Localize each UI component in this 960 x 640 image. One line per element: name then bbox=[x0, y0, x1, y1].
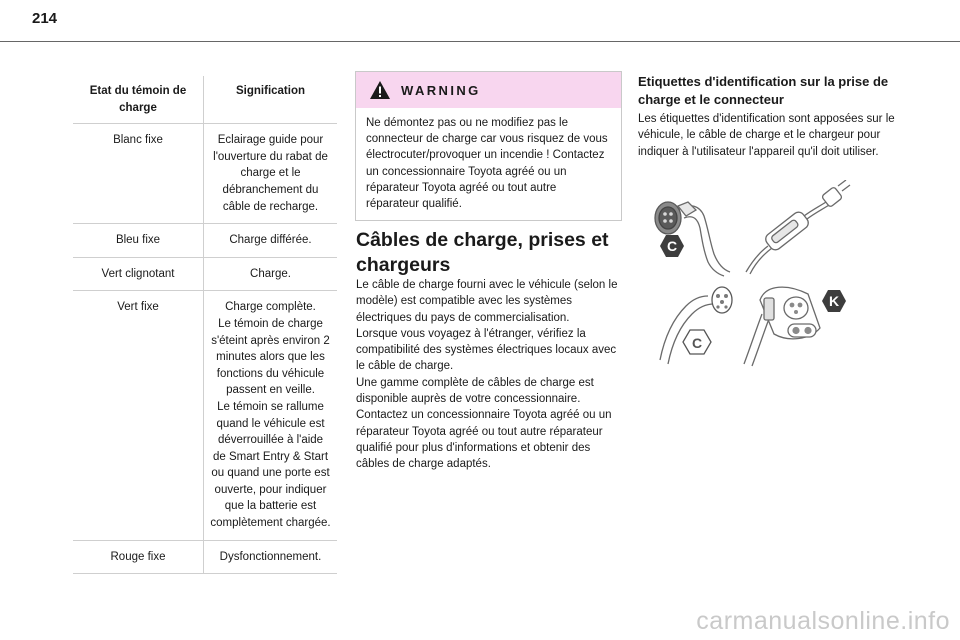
table-header-row bbox=[73, 76, 337, 124]
page-number: 214 bbox=[32, 10, 58, 27]
table-header-meaning: Signification bbox=[203, 76, 337, 123]
table-cell-state: Vert fixe bbox=[117, 301, 159, 314]
table-cell-meaning: Eclairage guide pour l'ouverture du rabat de charge et le débranchement du câble de recharge. bbox=[203, 124, 337, 223]
warning-header bbox=[356, 72, 621, 108]
table-row bbox=[73, 291, 337, 540]
charging-cable-icon bbox=[746, 180, 850, 274]
ccs-connector-icon bbox=[744, 287, 820, 366]
table-cell-meaning: Charge complète. Le témoin de charge s'éteint après environ 2 minutes alors que les fonctions du véhicule passent en veille. Le témoin se rallume quand le véhicule est déverrouillée à l'aide de Smart Entry & Start ou quand une porte est ouverte, pour indiquer que la batterie est complètement chargée. bbox=[203, 291, 337, 539]
table-cell-state: Vert clignotant bbox=[101, 267, 175, 280]
cables-paragraph: Le câble de charge fourni avec le véhicule (selon le modèle) est compatible avec les systèmes électriques du pays de commercialisation. Lorsque vous voyagez à l'étranger, vérifiez la compatibilité des systèmes électriques locaux avec le câble de charge. Une gamme complète de câbles de charge est disponible auprès de votre concessionnaire. Contactez un concessionnaire Toyota agréé ou un réparateur Toyota agréé ou tout autre réparateur qualifié pour plus d'informations et obtenir des câbles de charge adaptés. bbox=[356, 279, 618, 471]
warning-box bbox=[355, 71, 622, 221]
warning-triangle-icon bbox=[369, 80, 391, 100]
table-row bbox=[73, 258, 337, 292]
table-cell-state: Rouge fixe bbox=[110, 550, 166, 563]
label-c-dark bbox=[660, 235, 684, 257]
charge-indicator-table bbox=[73, 76, 337, 574]
table-row bbox=[73, 541, 337, 575]
label-c-dark-text: C bbox=[666, 238, 678, 254]
table-row bbox=[73, 224, 337, 258]
table-cell-state: Bleu fixe bbox=[115, 234, 161, 247]
table-cell-meaning: Charge différée. bbox=[203, 224, 337, 257]
labels-paragraph: Les étiquettes d'identification sont apposées sur le véhicule, le câble de charge et le chargeur pour indiquer à l'utilisateur l'appareil qu'il doit utiliser. bbox=[638, 113, 895, 158]
table-cell-meaning: Dysfonctionnement. bbox=[203, 541, 337, 574]
watermark: carmanualsonline.info bbox=[696, 607, 950, 635]
label-k-dark bbox=[822, 290, 846, 312]
labels-heading: Etiquettes d'identification sur la prise de charge et le connecteur bbox=[638, 74, 889, 107]
label-k-text: K bbox=[828, 293, 840, 309]
warning-title: WARNING bbox=[401, 82, 481, 98]
label-c-outline bbox=[683, 330, 711, 354]
table-row bbox=[73, 124, 337, 224]
warning-text: Ne démontez pas ou ne modifiez pas le connecteur de charge car vous risquez de vous électrocuter/provoquer un incendie ! Contactez un concessionnaire Toyota agréé ou un réparateur Toyota agréé ou tout autre réparateur qualifié. bbox=[366, 117, 608, 211]
header-rule bbox=[0, 41, 960, 42]
label-c-outline-text: C bbox=[691, 335, 703, 351]
table-cell-meaning: Charge. bbox=[203, 258, 337, 291]
connector-illustration bbox=[638, 180, 868, 370]
table-header-state: Etat du témoin de charge bbox=[89, 85, 187, 114]
cables-heading: Câbles de charge, prises et chargeurs bbox=[356, 229, 609, 276]
table-cell-state: Blanc fixe bbox=[113, 134, 163, 147]
